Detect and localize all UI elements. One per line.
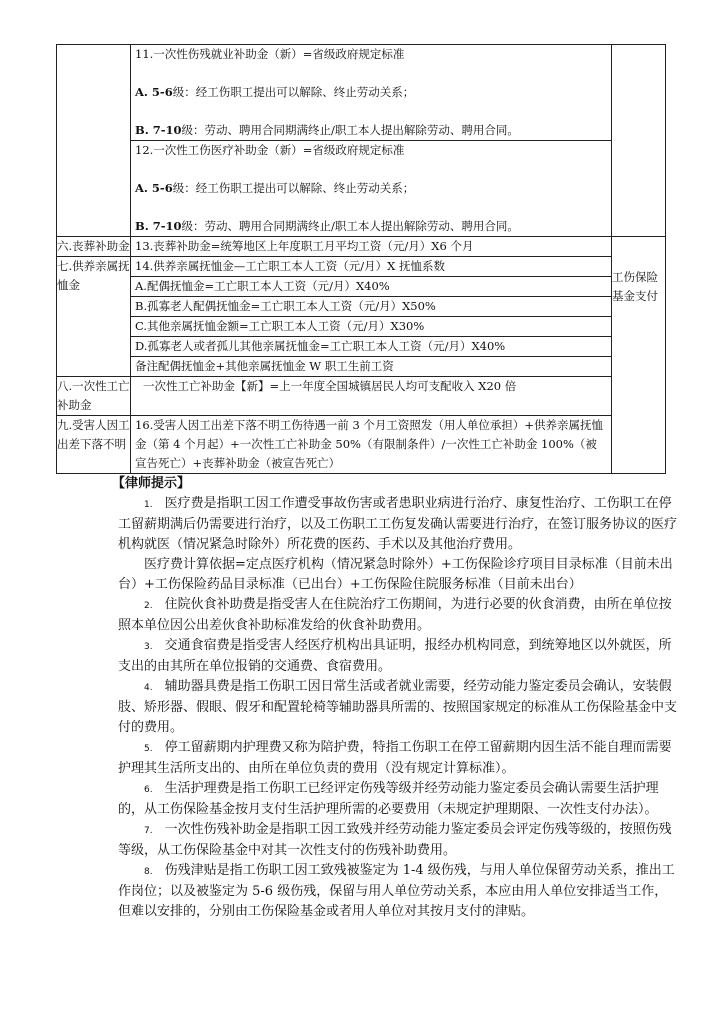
benefits-table	[56, 44, 666, 474]
item-12-title: 12.一次性工伤医疗补助金（新）=省级政府规定标准	[135, 143, 405, 157]
note-2-number: 2.	[144, 601, 153, 611]
item-12-option-a-text: 级：经工伤职工提出可以解除、终止劳动关系；	[172, 181, 415, 195]
note-5	[118, 738, 678, 779]
note-7-number: 7.	[144, 826, 153, 836]
note-5-text: 停工留薪期内护理费又称为陪护费，特指工伤职工在停工留薪期内因生活不能自理而需要护理其生活所支出的、由所在单位负责的费用（没有规定计算标准）。	[118, 740, 672, 776]
payer-label: 工伤保险基金支付	[612, 270, 658, 303]
table-row	[57, 257, 666, 377]
notes-heading: 【律师提示】	[112, 476, 191, 491]
item-11-option-a-text: 级：经工伤职工提出可以解除、终止劳动关系；	[172, 85, 415, 99]
note-7-text: 一次性伤残补助金是指职工因工致残并经劳动能力鉴定委员会评定伤残等级的，按照伤残等级，从工伤保险基金中对其一次性支付的伤残补助费用。	[118, 822, 672, 858]
note-1b: 医疗费计算依据=定点医疗机构（情况紧急时除外）+工伤保险诊疗项目目录标准（目前未出台）+工伤保险药品目录标准（已出台）+工伤保险住院服务标准（目前未出台）	[118, 557, 673, 592]
note-2-text: 住院伙食补助费是指受害人在住院治疗工伤期间，为进行必要的伙食消费，由所在单位按照本单位因公出差伙食补助标准发给的伙食补助费用。	[118, 597, 672, 633]
note-5-number: 5.	[144, 744, 153, 754]
item-15-text: 一次性工亡补助金【新】=上一年度全国城镇居民人均可支配收入 X20 倍	[143, 379, 517, 393]
note-8-text: 伤残津贴是指工伤职工因工致残被鉴定为 1-4 级伤残，与用人单位保留劳动关系，推出工作岗位；以及被鉴定为 5-6 级伤残，保留与用人单位劳动关系，本应由用人单位安排适当工作，但难以安排的，分别由工伤保险基金或者用人单位对其按月支付的津贴。	[118, 863, 675, 919]
note-3-number: 3.	[144, 642, 153, 652]
item-11-option-b	[131, 121, 611, 140]
category-funeral-subsidy: 六.丧葬补助金	[57, 237, 131, 257]
item-14-option-a: A.配偶抚恤金=工亡职工本人工资（元/月）X40%	[131, 276, 611, 296]
item-14-cell	[131, 257, 612, 377]
note-2	[118, 595, 678, 636]
item-14-note: 备注配偶抚恤金+其他亲属抚恤金 W 职工生前工资	[131, 356, 611, 376]
note-6-text: 生活护理费是指工伤职工已经评定伤残等级并经劳动能力鉴定委员会确认需要生活护理的，从工伤保险基金按月支付生活护理所需的必要费用（未规定护理期限、一次性支付办法）。	[118, 781, 659, 817]
note-1-text: 医疗费是指职工因工作遭受事故伤害或者患职业病进行治疗、康复性治疗、工伤职工在停工留薪期满后仍需要进行治疗，以及工伤职工工伤复发确认需要进行治疗，在签订服务协议的医疗机构就医（情况紧急时除外）所花费的医药、手术以及其他治疗费用。	[118, 496, 678, 552]
table-row	[57, 416, 666, 474]
table-row	[57, 141, 666, 237]
note-3	[118, 636, 678, 677]
item-11-cell	[131, 45, 612, 141]
note-6-number: 6.	[144, 785, 153, 795]
lawyer-notes	[112, 474, 678, 922]
payer-cell-empty	[612, 45, 666, 237]
item-14-option-d: D.孤寡老人或者孤儿其他亲属抚恤金=工亡职工本人工资（元/月）X40%	[131, 336, 611, 356]
category-cell-empty	[57, 45, 131, 237]
note-1-number: 1.	[144, 500, 153, 510]
item-13-cell	[131, 237, 612, 257]
item-15-cell	[131, 377, 612, 416]
note-4	[118, 677, 678, 738]
category-dependent-pension: 七.供养亲属抚恤金	[57, 257, 131, 377]
item-13-text: 13.丧葬补助金=统筹地区上年度职工月平均工资（元/月）X6 个月	[135, 239, 474, 253]
table-row	[57, 377, 666, 416]
item-14-option-c: C.其他亲属抚恤金额=工亡职工本人工资（元/月）X30%	[131, 316, 611, 336]
item-12-option-b	[131, 217, 611, 236]
item-11-option-a-label: A. 5-6	[135, 85, 173, 99]
item-14-option-b: B.孤寡老人配偶抚恤金=工亡职工本人工资（元/月）X50%	[131, 296, 611, 316]
note-6	[118, 779, 678, 820]
item-11-option-a	[131, 83, 611, 102]
item-12-option-b-label: B. 7-10	[135, 219, 182, 233]
table-row	[57, 237, 666, 257]
note-7	[118, 820, 678, 861]
item-11-option-b-label: B. 7-10	[135, 123, 182, 137]
note-8	[118, 861, 678, 922]
note-4-number: 4.	[144, 683, 153, 693]
item-14-title: 14.供养亲属抚恤金—工亡职工本人工资（元/月）X 抚恤系数	[135, 259, 446, 273]
item-12-cell	[131, 141, 612, 237]
note-1	[118, 494, 678, 555]
item-11-option-b-text: 级：劳动、聘用合同期满终止/职工本人提出解除劳动、聘用合同。	[181, 123, 519, 137]
note-4-text: 辅助器具费是指工伤职工因日常生活或者就业需要，经劳动能力鉴定委员会确认，安装假肢、矫形器、假眼、假牙和配置轮椅等辅助器具所需的、按照国家规定的标准从工伤保险基金中支付的费用。	[118, 679, 678, 735]
item-16-cell	[131, 416, 612, 474]
table-row	[57, 45, 666, 141]
item-12-option-a	[131, 179, 611, 198]
item-11-title: 11.一次性伤残就业补助金（新）=省级政府规定标准	[135, 47, 405, 61]
note-8-number: 8.	[144, 867, 153, 877]
category-lump-sum-death-subsidy: 八.一次性工亡补助金	[57, 377, 131, 416]
item-16-text: 16.受害人因工出差下落不明工伤待遇一前 3 个月工资照发（用人单位承担）+供养亲属抚恤金（第 4 个月起）+一次性工亡补助金 50%（有限制条件）/一次性工亡补助金 100%（被宣告死亡）+丧葬补助金（被宣告死亡）	[135, 418, 604, 470]
item-12-option-a-label: A. 5-6	[135, 181, 173, 195]
category-missing-on-duty: 九.受害人因工出差下落不明	[57, 416, 131, 474]
note-3-text: 交通食宿费是指受害人经医疗机构出具证明，报经办机构同意，到统筹地区以外就医，所支出的由其所在单位报销的交通费、食宿费用。	[118, 638, 672, 674]
item-12-option-b-text: 级：劳动、聘用合同期满终止/职工本人提出解除劳动、聘用合同。	[181, 219, 519, 233]
